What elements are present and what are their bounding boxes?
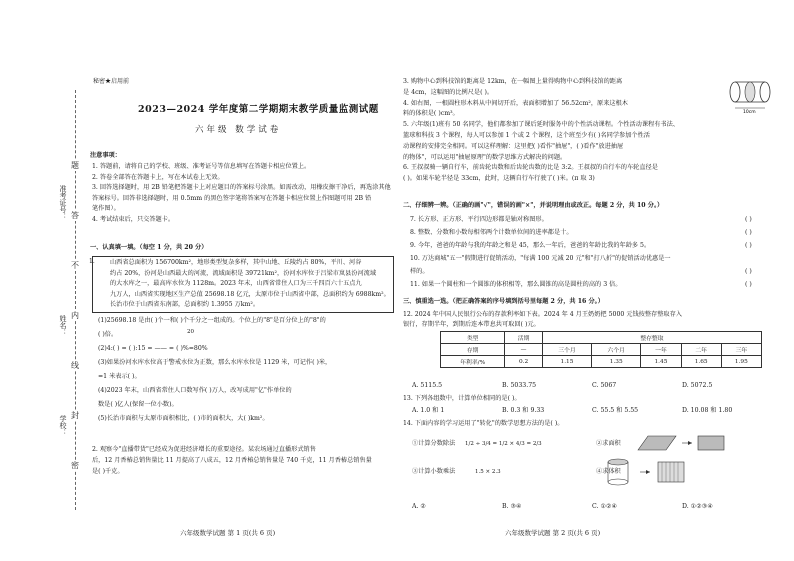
text-line: 4. 考试结束后，只交答题卡。 xyxy=(92,215,175,223)
text-line: 后，12 月香椿总销售量比 11 月提高了八成五，12 月香椿总销售量是 740 千克，11 月香椿总销售量 xyxy=(92,457,372,464)
text-line: 2. 观察今"直播带货"已经成为促进经济增长的重要途径。某农场通过直播形式销售 xyxy=(92,446,316,453)
binding-tick: 密 xyxy=(71,461,79,470)
text-line: (5)长治市面积与太原市面积相比，( )市的面积大，大( )km²。 xyxy=(98,415,269,422)
text-line: (4)2023 年末，山西省常住人口数写作( )万人，改写成用"亿"作单位的 xyxy=(98,387,292,394)
interest-rate-table xyxy=(440,331,762,368)
name-label: 姓名： xyxy=(59,315,67,336)
q14-fraction-calc: 1/2 ÷ 3/4 = 1/2 × 4/3 = 2/3 xyxy=(465,441,542,447)
fraction-numerator: 20 xyxy=(187,329,194,335)
text-line: 笔作图）。 xyxy=(92,205,120,212)
exam-subtitle: 六年级 数学试卷 xyxy=(195,125,282,135)
text-line: 3. 回答选择题时，用 2B 铅笔把答题卡上对应题目的答案标号涂黑。如需改动，用橡皮擦干净后，再选涂其他 xyxy=(92,184,391,191)
q14-item-3: ③计算小数乘法 xyxy=(412,468,456,475)
text-line: 1. 答题前，请将自己的学校、班级、准考证号等信息填写在答题卡相应位置上。 xyxy=(92,163,311,170)
school-label: 学校： xyxy=(59,415,67,436)
option[interactable]: C. ①②④ xyxy=(592,503,618,510)
table-cell: — xyxy=(505,344,543,356)
text-line: 料的体积是( )cm³。 xyxy=(403,110,459,118)
text-line: 12. 2024 年中国人民银行公布的存款利率如下表。2024 年 4 月王奶奶把 5000 元钱按整存整取存入 xyxy=(403,311,682,318)
answer-blank[interactable]: ( ) xyxy=(745,242,752,249)
text-line: 7. 长方形、正方形、平行四边形都是轴对称图形。 xyxy=(410,216,548,223)
table-cell: 1.45 xyxy=(641,356,681,368)
section1-heading: 一、认真填一填。（每空 1 分，共 20 分） xyxy=(90,244,208,251)
table-cell: 1.35 xyxy=(592,356,641,368)
text-line: 11. 如果一个圆柱和一个圆锥的体积相等，那么圆锥的高是圆柱的高的 3 倍。 xyxy=(410,281,622,288)
cylinder-label: 10cm xyxy=(743,110,756,114)
table-cell: 类型 xyxy=(441,332,505,344)
q14-item-2: ②求面积 xyxy=(596,440,621,447)
table-cell: 一年 xyxy=(641,344,681,356)
binding-tick: 答 xyxy=(71,211,79,220)
text-line: (1)25698.18 是由( )个一和( )个千分之一组成的。个位上的"8"是百分位上的"8"的 xyxy=(98,317,326,324)
section2-heading: 二、仔细辨一辨。（正确的画"√"，错误的画"×"，并说明理由或改正。每题 2 分，共 10 分。） xyxy=(403,202,664,209)
section3-heading: 三、慎重选一选。（把正确答案的序号填到括号里每题 2 分，共 16 分。） xyxy=(403,298,604,305)
table-cell: 1.95 xyxy=(721,356,761,368)
binding-tick: 不 xyxy=(71,261,79,270)
question-13: 13. 下列各组数中，计算单位相同的是( )。 xyxy=(403,395,521,402)
footer-page-2: 六年级数学试题 第 2 页(共 6 页) xyxy=(505,529,601,537)
exam-title: 2023—2024 学年度第二学期期末教学质量监测试题 xyxy=(138,104,379,115)
text-line: 答案标号。回答非选择题时，用 0.5mm 的黑色签字笔将答案写在答题卡相应位置上作图题可用 2B 铅 xyxy=(92,194,372,202)
cylinder-transform-figures xyxy=(600,456,700,488)
text-line: 九万人，山西省实现地区生产总值 25698.18 亿元，太原市位于山西省中部，总面积约为 6988km²。 xyxy=(110,290,390,298)
answer-blank[interactable]: ( ) xyxy=(745,268,752,275)
cylinder-figure xyxy=(725,78,781,114)
option[interactable]: A. ② xyxy=(412,503,426,510)
option[interactable]: D. 10.08 和 1.80 xyxy=(682,407,733,414)
text-line: =1 米表示( )。 xyxy=(98,373,141,380)
text-line: 是( )千克。 xyxy=(92,468,124,475)
answer-blank[interactable]: ( ) xyxy=(745,281,752,288)
text-line: 9. 今年，爸爸的年龄与我的年龄之和是 45，那么一年后，爸爸的年龄比我的年龄多 5。 xyxy=(410,242,651,249)
table-cell: 二年 xyxy=(681,344,721,356)
text-line: ( )。如果车轮半径是 33cm，此时，这辆自行车行驶了( )米。(π 取 3) xyxy=(403,175,595,183)
q14-item-4: ④求体积 xyxy=(596,468,621,475)
secret-label: 秘密★启用前 xyxy=(93,78,130,85)
text-line: 10. 万达商城"五一"假期进行促销活动，"每满 100 元减 20 元"和"打八折"的促销活动优惠是一 xyxy=(410,255,671,262)
table-cell: 三个月 xyxy=(542,344,591,356)
binding-tick: 封 xyxy=(71,411,79,420)
text-line: 的物体"，可以运用"抽屉原理"的数学思维方式解决的问题。 xyxy=(403,153,567,161)
binding-tick: 内 xyxy=(71,311,79,320)
option[interactable]: C. 55.5 和 5.55 xyxy=(592,407,639,414)
text-line: 动课程的安排完全相同。可以这样理解：这里把( )看作"抽屉"，( )看作"放进抽屉 xyxy=(403,142,624,150)
text-line: 4. 如右图，一根圆柱形木料从中间切开后，表面积增加了 56.52cm²，原来这根木 xyxy=(403,99,628,107)
binding-line xyxy=(75,90,76,510)
q14-decimal-calc: 1.5 × 2.3 xyxy=(475,469,501,475)
text-line: 3. 购物中心到科技馆的距离是 12km，在一幅图上量得购物中心到科技馆的距离 xyxy=(403,78,623,85)
table-cell: 六个月 xyxy=(592,344,641,356)
table-cell: 1.15 xyxy=(542,356,591,368)
question-number-1: 1. xyxy=(89,258,95,265)
text-line: 6. 王叔叔骑一辆自行车，前齿轮齿数和后齿轮齿数的比是 3:2。王叔叔的自行车的车轮直径是 xyxy=(403,164,658,172)
text-line: (3)如果汾河水库水位高于警戒水位为正数，那么水库水位是 1129 米，可记作( )米， xyxy=(98,359,332,366)
table-cell: 0.2 xyxy=(505,356,543,368)
option[interactable]: A. 1.0 和 1 xyxy=(412,407,445,414)
text-line: 银行，存期半年，到期后连本带息共可取回( )元。 xyxy=(403,321,540,328)
option[interactable]: B. 0.3 和 9.33 xyxy=(502,407,545,414)
table-cell: 活期 xyxy=(505,332,543,344)
option[interactable]: D. 5072.5 xyxy=(682,382,713,389)
text-line: 是 4cm，这幅图的比例尺是( )。 xyxy=(403,88,494,96)
table-cell: 存期 xyxy=(441,344,505,356)
answer-blank[interactable]: ( ) xyxy=(745,229,752,236)
option[interactable]: B. ③④ xyxy=(502,503,522,510)
text-line: 8. 整数、分数和小数每相邻两个计数单位间的进率都是十。 xyxy=(410,229,573,236)
option[interactable]: A. 5115.5 xyxy=(412,382,443,389)
footer-page-1: 六年级数学试题 第 1 页(共 6 页) xyxy=(180,529,276,537)
binding-tick: 题 xyxy=(71,161,79,170)
text-line: 篮球和科技 3 个课程，每人可以参加 1 个或 2 个课程，这个班至少有( )名同学参加个性活 xyxy=(403,132,650,139)
exam-number-label: 准考证号： xyxy=(59,185,67,220)
text-line: 约占 20%，汾河是山西最大的河流，流域面积是 39721km²，汾河水库位于吕梁市岚县汾河流域 xyxy=(110,269,377,277)
table-cell: 1.65 xyxy=(681,356,721,368)
text-line: 2. 答卷全部答在答题卡上，写在本试卷上无效。 xyxy=(92,173,224,181)
answer-blank[interactable]: ( ) xyxy=(745,216,752,223)
option[interactable]: B. 5033.75 xyxy=(502,382,537,389)
question-14: 14. 下面内容的学习运用了"转化"的数学思想方法的是( )。 xyxy=(403,420,564,427)
text-line: 山西省总面积为 156700km²，地形类型复杂多样，其中山地、丘陵约占 80%，平川、河谷 xyxy=(110,259,362,266)
text-line: 的大水库之一，最高库水位为 1128m。2023 年末，山西省常住人口为三千四百六十五点九 xyxy=(110,280,362,287)
option[interactable]: D. ①②③④ xyxy=(682,503,713,510)
text-line: 长治市位于山西省东南部，总面积约 1.3955 万km²。 xyxy=(110,301,260,308)
text-line: 数是( )亿人(保留一位小数)。 xyxy=(98,401,178,408)
q14-item-1: ①计算分数除法 xyxy=(412,440,456,447)
table-cell: 整存整取 xyxy=(542,332,761,344)
text-line: 5. 六年级(1)班有 50 名同学，他们都参加了课后延时服务中的个性活动课程。个性活动课程有书法、 xyxy=(403,121,679,129)
text-line: (2)4:( ) = ( ):15 = —— = ( )%=80% xyxy=(98,345,208,352)
binding-tick: 线 xyxy=(71,361,79,370)
notes-heading: 注意事项： xyxy=(90,152,121,159)
table-cell: 年利率/% xyxy=(441,356,505,368)
text-line: 样的。 xyxy=(410,268,429,275)
option[interactable]: C. 5067 xyxy=(592,382,617,389)
parallelogram-figures xyxy=(630,432,730,452)
text-line: ( )倍。 xyxy=(98,331,118,338)
table-cell: 三年 xyxy=(721,344,761,356)
